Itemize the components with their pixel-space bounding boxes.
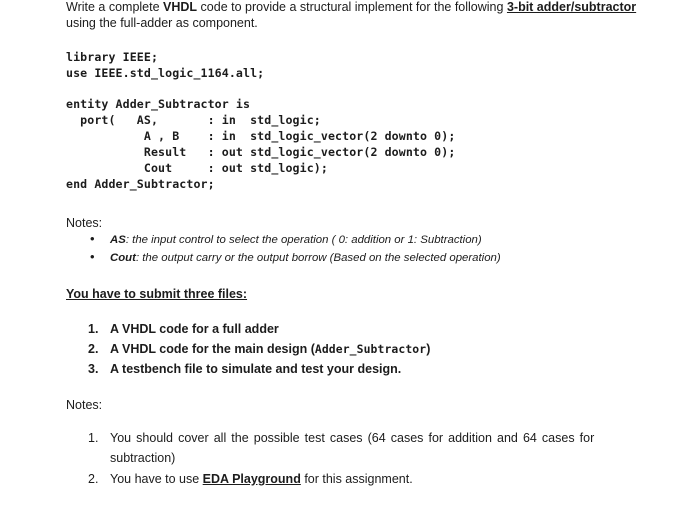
- code-line-port-ab: A , B : in std_logic_vector(2 downto 0);: [66, 129, 456, 143]
- notes2-item-2-suffix: for this assignment.: [300, 472, 413, 486]
- submit-item-2-suffix: ): [426, 342, 431, 356]
- intro-line-1: [66, 0, 636, 14]
- notes2-item-2-num: 2.: [88, 472, 99, 486]
- eda-playground-link[interactable]: EDA Playground: [202, 472, 301, 486]
- note-as-term: AS: [110, 234, 126, 246]
- code-line-entity: entity Adder_Subtractor is: [66, 97, 251, 111]
- code-line-port-cout: Cout : out std_logic);: [66, 161, 328, 175]
- submit-item-2-num: 2.: [88, 342, 99, 356]
- note-as: [110, 234, 482, 246]
- submit-item-1-text: A VHDL code for a full adder: [110, 322, 279, 336]
- note-cout: [110, 252, 501, 264]
- note-cout-text: : the output carry or the output borrow (Based on the selected operation): [135, 252, 501, 264]
- note-as-text: : the input control to select the operation ( 0: addition or 1: Subtraction): [125, 234, 482, 246]
- intro-line-2: using the full-adder as component.: [66, 16, 258, 30]
- submit-heading: You have to submit three files:: [66, 287, 248, 301]
- notes2-item-2-text: [110, 472, 413, 486]
- notes2-item-2-prefix: You have to use: [110, 472, 203, 486]
- submit-item-2-code: Adder_Subtractor: [314, 342, 427, 356]
- note-cout-term: Cout: [110, 252, 136, 264]
- submit-item-3-num: 3.: [88, 362, 99, 376]
- notes-heading-2: Notes:: [66, 398, 103, 412]
- bullet-icon: •: [90, 249, 95, 264]
- submit-item-3-text: A testbench file to simulate and test your design.: [110, 362, 402, 376]
- submit-item-2-prefix: A VHDL code for the main design (: [110, 342, 315, 356]
- notes-heading-1: Notes:: [66, 216, 103, 230]
- notes2-item-1-line1: You should cover all the possible test cases (64 cases for addition and 64 cases for: [110, 431, 595, 445]
- code-line-library: library IEEE;: [66, 50, 159, 64]
- bullet-icon: •: [90, 231, 95, 246]
- notes2-item-1-num: 1.: [88, 431, 99, 445]
- submit-item-1-num: 1.: [88, 322, 99, 336]
- code-line-port-result: Result : out std_logic_vector(2 downto 0);: [66, 145, 456, 159]
- intro-prefix: Write a complete: [66, 0, 164, 14]
- code-line-end: end Adder_Subtractor;: [66, 177, 215, 191]
- code-line-port-as: port( AS, : in std_logic;: [66, 113, 321, 127]
- code-line-use: use IEEE.std_logic_1164.all;: [66, 66, 265, 80]
- intro-vhdl: VHDL: [163, 0, 198, 14]
- intro-adder-subtractor-link: 3-bit adder/subtractor: [506, 0, 637, 14]
- notes2-item-1-line2: subtraction): [110, 451, 176, 465]
- intro-middle: code to provide a structural implement for the following: [197, 0, 507, 14]
- submit-item-2-text: [110, 342, 430, 356]
